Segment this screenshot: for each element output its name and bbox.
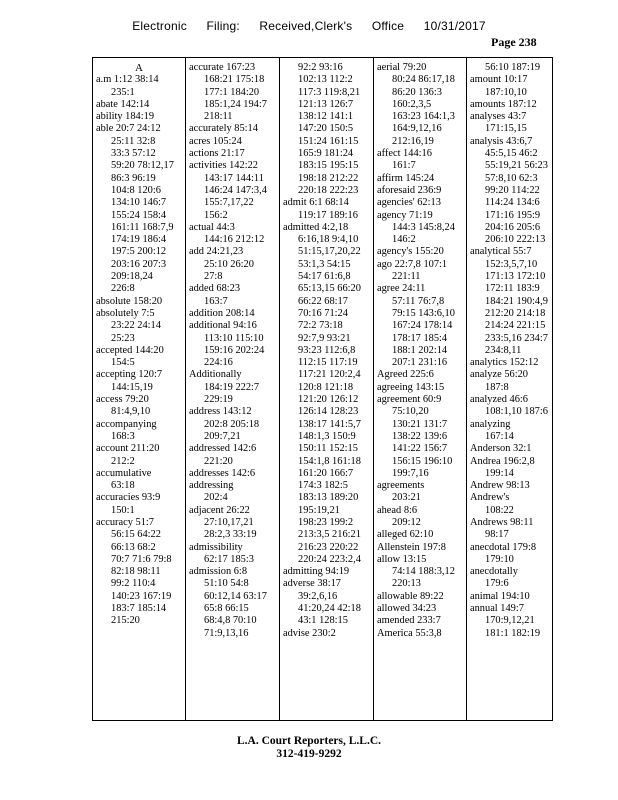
index-entry: additional 94:16 bbox=[189, 320, 257, 332]
index-continuation-line: 86:3 96:19 bbox=[111, 172, 156, 184]
index-continuation-line: 155:24 158:4 bbox=[111, 209, 167, 221]
index-continuation-line: 168:21 175:18 bbox=[204, 74, 265, 86]
index-entry: Anderson 32:1 bbox=[470, 443, 532, 455]
index-continuation-line: 235:1 bbox=[111, 86, 135, 98]
index-continuation-line: 148:1,3 150:9 bbox=[298, 430, 356, 442]
index-entry: addresses 142:6 bbox=[189, 467, 256, 479]
index-continuation-line: 224:16 bbox=[204, 357, 233, 369]
index-entry: Andrews 98:11 bbox=[470, 516, 534, 528]
index-continuation-line: 62:17 185:3 bbox=[204, 553, 254, 565]
index-continuation-line: 51:10 54:8 bbox=[204, 578, 249, 590]
index-continuation-line: 120:8 121:18 bbox=[298, 381, 354, 393]
index-entry: addressed 142:6 bbox=[189, 443, 257, 455]
index-continuation-line: 181:1 182:19 bbox=[485, 627, 541, 639]
index-entry: Andrew's bbox=[470, 492, 510, 504]
index-continuation-line: 218:11 bbox=[204, 111, 233, 123]
index-continuation-line: 171:13 172:10 bbox=[485, 271, 546, 283]
index-continuation-line: 27:8 bbox=[204, 271, 223, 283]
index-column-4 bbox=[374, 62, 466, 718]
index-continuation-line: 233:5,16 234:7 bbox=[485, 332, 548, 344]
index-entry: America 55:3,8 bbox=[377, 627, 442, 639]
index-entry: account 211:20 bbox=[96, 443, 160, 455]
index-continuation-line: 121:20 126:12 bbox=[298, 394, 359, 406]
index-entry: able 20:7 24:12 bbox=[96, 123, 161, 135]
index-continuation-line: 163:7 bbox=[204, 295, 228, 307]
index-entry: affect 144:16 bbox=[377, 148, 432, 160]
index-continuation-line: 113:10 115:10 bbox=[204, 332, 264, 344]
index-entry: aforesaid 236:9 bbox=[377, 184, 442, 196]
index-entry: agency 71:19 bbox=[377, 209, 433, 221]
index-entry: analytics 152:12 bbox=[470, 357, 539, 369]
index-continuation-line: 183:13 189:20 bbox=[298, 492, 359, 504]
index-entry: accuracy 51:7 bbox=[96, 516, 154, 528]
index-continuation-line: 53:1,3 54:15 bbox=[298, 258, 351, 270]
index-continuation-line: 92:7,9 93:21 bbox=[298, 332, 351, 344]
index-continuation-line: 6:16,18 9:4,10 bbox=[298, 234, 359, 246]
index-continuation-line: 226:8 bbox=[111, 283, 135, 295]
index-entry: acres 105:24 bbox=[189, 135, 242, 147]
index-entry: anecdotal 179:8 bbox=[470, 541, 537, 553]
index-continuation-line: 199:14 bbox=[485, 467, 514, 479]
index-continuation-line: 170:9,12,21 bbox=[485, 615, 535, 627]
index-continuation-line: 138:12 141:1 bbox=[298, 111, 354, 123]
index-continuation-line: 33:3 57:12 bbox=[111, 148, 156, 160]
index-continuation-line: 184:21 190:4,9 bbox=[485, 295, 548, 307]
index-entry: ago 22:7,8 107:1 bbox=[377, 258, 448, 270]
index-continuation-line: 66:13 68:2 bbox=[111, 541, 156, 553]
index-column-3 bbox=[280, 62, 372, 718]
index-continuation-line: 199:7,16 bbox=[392, 467, 429, 479]
index-continuation-line: 81:4,9,10 bbox=[111, 406, 151, 418]
index-continuation-line: 171:16 195:9 bbox=[485, 209, 541, 221]
index-column-2 bbox=[186, 62, 278, 718]
index-entry: admitted 4:2,18 bbox=[283, 221, 349, 233]
index-continuation-line: 212:16,19 bbox=[392, 135, 434, 147]
index-continuation-line: 146:24 147:3,4 bbox=[204, 184, 267, 196]
index-continuation-line: 164:9,12,16 bbox=[392, 123, 442, 135]
index-continuation-line: 41:20,24 42:18 bbox=[298, 603, 361, 615]
index-continuation-line: 60:12,14 63:17 bbox=[204, 590, 267, 602]
index-continuation-line: 209:7,21 bbox=[204, 430, 241, 442]
index-entry: ahead 8:6 bbox=[377, 504, 418, 516]
index-continuation-line: 197:5 200:12 bbox=[111, 246, 167, 258]
index-continuation-line: 174:19 186:4 bbox=[111, 234, 167, 246]
index-entry: adverse 38:17 bbox=[283, 578, 341, 590]
index-continuation-line: 117:21 120:2,4 bbox=[298, 369, 361, 381]
index-continuation-line: 56:10 187:19 bbox=[485, 62, 541, 73]
index-continuation-line: 75:10,20 bbox=[392, 406, 429, 418]
index-entry: agreements bbox=[377, 480, 425, 492]
index-continuation-line: 82:18 98:11 bbox=[111, 566, 161, 578]
index-continuation-line: 215:20 bbox=[111, 615, 140, 627]
index-continuation-line: 179:6 bbox=[485, 578, 509, 590]
index-continuation-line: 229:19 bbox=[204, 394, 233, 406]
index-continuation-line: 151:24 161:15 bbox=[298, 135, 359, 147]
index-continuation-line: 150:11 152:15 bbox=[298, 443, 358, 455]
index-entry: analyze 56:20 bbox=[470, 369, 528, 381]
index-continuation-line: 177:1 184:20 bbox=[204, 86, 260, 98]
index-continuation-line: 160:2,3,5 bbox=[392, 98, 432, 110]
index-entry: agree 24:11 bbox=[377, 283, 426, 295]
index-continuation-line: 70:7 71:6 79:8 bbox=[111, 553, 172, 565]
index-continuation-line: 161:7 bbox=[392, 160, 416, 172]
index-continuation-line: 55:19,21 56:23 bbox=[485, 160, 548, 172]
index-continuation-line: 117:3 119:8,21 bbox=[298, 86, 361, 98]
index-entry: accepting 120:7 bbox=[96, 369, 163, 381]
index-continuation-line: 156:15 196:10 bbox=[392, 455, 453, 467]
index-continuation-line: 163:23 164:1,3 bbox=[392, 111, 455, 123]
header-electronic: Electronic bbox=[132, 19, 187, 33]
index-continuation-line: 59:20 78:12,17 bbox=[111, 160, 174, 172]
index-continuation-line: 185:1,24 194:7 bbox=[204, 98, 267, 110]
index-entry: a.m 1:12 38:14 bbox=[96, 74, 159, 86]
index-continuation-line: 72:2 73:18 bbox=[298, 320, 343, 332]
index-continuation-line: 130:21 131:7 bbox=[392, 418, 448, 430]
index-entry: address 143:12 bbox=[189, 406, 252, 418]
index-continuation-line: 99:20 114:22 bbox=[485, 184, 540, 196]
index-continuation-line: 138:22 139:6 bbox=[392, 430, 448, 442]
index-continuation-line: 99:2 110:4 bbox=[111, 578, 156, 590]
index-continuation-line: 134:10 146:7 bbox=[111, 197, 167, 209]
index-continuation-line: 172:11 183:9 bbox=[485, 283, 540, 295]
index-entry: admission 6:8 bbox=[189, 566, 248, 578]
index-entry: agencies' 62:13 bbox=[377, 197, 441, 209]
index-entry: admitting 94:19 bbox=[283, 566, 350, 578]
index-continuation-line: 221:20 bbox=[204, 455, 233, 467]
index-entry: accepted 144:20 bbox=[96, 344, 164, 356]
index-continuation-line: 202:8 205:18 bbox=[204, 418, 260, 430]
index-entry: accurate 167:23 bbox=[189, 62, 256, 73]
index-continuation-line: 220:24 223:2,4 bbox=[298, 553, 361, 565]
index-continuation-line: 171:15,15 bbox=[485, 123, 527, 135]
index-continuation-line: 144:15,19 bbox=[111, 381, 153, 393]
index-entry: absolute 158:20 bbox=[96, 295, 163, 307]
index-column-1 bbox=[93, 62, 185, 718]
index-continuation-line: 66:22 68:17 bbox=[298, 295, 348, 307]
index-continuation-line: 54:17 61:6,8 bbox=[298, 271, 351, 283]
index-entry: Allenstein 197:8 bbox=[377, 541, 446, 553]
index-continuation-line: 183:15 195:15 bbox=[298, 160, 359, 172]
index-continuation-line: 161:20 166:7 bbox=[298, 467, 354, 479]
index-continuation-line: 202:4 bbox=[204, 492, 228, 504]
index-continuation-line: 234:8,11 bbox=[485, 344, 522, 356]
index-entry: agreeing 143:15 bbox=[377, 381, 445, 393]
index-entry: analyses 43:7 bbox=[470, 111, 527, 123]
index-column-5 bbox=[467, 62, 554, 718]
index-continuation-line: 168:3 bbox=[111, 430, 135, 442]
index-entry: analyzed 46:6 bbox=[470, 394, 528, 406]
index-continuation-line: 187:10,10 bbox=[485, 86, 527, 98]
index-continuation-line: 27:10,17,21 bbox=[204, 516, 254, 528]
index-entry: adjacent 26:22 bbox=[189, 504, 250, 516]
index-entry: admissibility bbox=[189, 541, 243, 553]
index-continuation-line: 161:11 168:7,9 bbox=[111, 221, 174, 233]
index-continuation-line: 198:23 199:2 bbox=[298, 516, 354, 528]
index-continuation-line: 152:3,5,7,10 bbox=[485, 258, 538, 270]
filing-header bbox=[0, 19, 618, 33]
index-continuation-line: 220:18 222:23 bbox=[298, 184, 359, 196]
footer bbox=[0, 735, 618, 761]
index-continuation-line: 114:24 134:6 bbox=[485, 197, 540, 209]
index-continuation-line: 206:10 222:13 bbox=[485, 234, 546, 246]
index-letter-heading: A bbox=[135, 62, 143, 74]
index-continuation-line: 150:1 bbox=[111, 504, 135, 516]
index-continuation-line: 108:22 bbox=[485, 504, 514, 516]
index-entry: amounts 187:12 bbox=[470, 98, 537, 110]
index-continuation-line: 203:21 bbox=[392, 492, 421, 504]
index-continuation-line: 221:11 bbox=[392, 271, 421, 283]
index-entry: access 79:20 bbox=[96, 394, 149, 406]
index-continuation-line: 167:14 bbox=[485, 430, 514, 442]
page-number: Page 238 bbox=[491, 35, 537, 49]
index-continuation-line: 74:14 188:3,12 bbox=[392, 566, 455, 578]
index-entry: abate 142:14 bbox=[96, 98, 150, 110]
index-continuation-line: 212:2 bbox=[111, 455, 135, 467]
index-entry: allowed 34:23 bbox=[377, 603, 437, 615]
index-continuation-line: 147:20 150:5 bbox=[298, 123, 354, 135]
index-continuation-line: 174:3 182:5 bbox=[298, 480, 348, 492]
index-continuation-line: 213:3,5 216:21 bbox=[298, 529, 361, 541]
index-continuation-line: 165:9 181:24 bbox=[298, 148, 354, 160]
index-continuation-line: 108:1,10 187:6 bbox=[485, 406, 548, 418]
index-entry: actual 44:3 bbox=[189, 221, 235, 233]
header-received: Received,Clerk's bbox=[259, 19, 353, 33]
index-continuation-line: 209:18,24 bbox=[111, 271, 153, 283]
index-entry: Andrew 98:13 bbox=[470, 480, 530, 492]
word-index-table bbox=[92, 57, 553, 721]
index-entry: anecdotally bbox=[470, 566, 518, 578]
index-entry: addition 208:14 bbox=[189, 307, 255, 319]
index-entry: add 24:21,23 bbox=[189, 246, 244, 258]
index-continuation-line: 138:17 141:5,7 bbox=[298, 418, 361, 430]
index-continuation-line: 25:10 26:20 bbox=[204, 258, 254, 270]
index-continuation-line: 43:1 128:15 bbox=[298, 615, 348, 627]
header-office: Office bbox=[371, 19, 405, 33]
index-continuation-line: 57:11 76:7,8 bbox=[392, 295, 445, 307]
index-entry: animal 194:10 bbox=[470, 590, 530, 602]
index-continuation-line: 188:1 202:14 bbox=[392, 344, 448, 356]
index-entry: activities 142:22 bbox=[189, 160, 258, 172]
index-entry: agreement 60:9 bbox=[377, 394, 442, 406]
index-continuation-line: 25:11 32:8 bbox=[111, 135, 156, 147]
index-continuation-line: 39:2,6,16 bbox=[298, 590, 338, 602]
index-continuation-line: 65:8 66:15 bbox=[204, 603, 249, 615]
index-continuation-line: 121:13 126:7 bbox=[298, 98, 354, 110]
index-continuation-line: 92:2 93:16 bbox=[298, 62, 343, 73]
header-date: 10/31/2017 bbox=[423, 19, 486, 33]
index-continuation-line: 79:15 143:6,10 bbox=[392, 307, 455, 319]
court-reporter-phone: 312-419-9292 bbox=[276, 748, 342, 760]
index-continuation-line: 184:19 222:7 bbox=[204, 381, 260, 393]
index-entry: advise 230:2 bbox=[283, 627, 336, 639]
index-entry: accompanying bbox=[96, 418, 157, 430]
index-continuation-line: 183:7 185:14 bbox=[111, 603, 167, 615]
index-continuation-line: 71:9,13,16 bbox=[204, 627, 249, 639]
index-entry: admit 6:1 68:14 bbox=[283, 197, 349, 209]
index-continuation-line: 203:16 207:3 bbox=[111, 258, 167, 270]
index-entry: Agreed 225:6 bbox=[377, 369, 434, 381]
index-continuation-line: 104:8 120:6 bbox=[111, 184, 161, 196]
index-entry: affirm 145:24 bbox=[377, 172, 435, 184]
index-continuation-line: 187:8 bbox=[485, 381, 509, 393]
index-continuation-line: 178:17 185:4 bbox=[392, 332, 448, 344]
index-continuation-line: 159:16 202:24 bbox=[204, 344, 265, 356]
index-continuation-line: 195:19,21 bbox=[298, 504, 340, 516]
index-continuation-line: 204:16 205:6 bbox=[485, 221, 541, 233]
index-entry: aerial 79:20 bbox=[377, 62, 427, 73]
index-continuation-line: 119:17 189:16 bbox=[298, 209, 358, 221]
index-entry: Andrea 196:2,8 bbox=[470, 455, 535, 467]
index-continuation-line: 144:3 145:8,24 bbox=[392, 221, 455, 233]
index-continuation-line: 80:24 86:17,18 bbox=[392, 74, 455, 86]
header-filing: Filing: bbox=[206, 19, 240, 33]
index-continuation-line: 167:24 178:14 bbox=[392, 320, 453, 332]
index-continuation-line: 23:22 24:14 bbox=[111, 320, 161, 332]
index-continuation-line: 51:15,17,20,22 bbox=[298, 246, 361, 258]
index-continuation-line: 220:13 bbox=[392, 578, 421, 590]
index-entry: agency's 155:20 bbox=[377, 246, 444, 258]
index-entry: accurately 85:14 bbox=[189, 123, 258, 135]
index-entry: analysis 43:6,7 bbox=[470, 135, 533, 147]
index-continuation-line: 198:18 212:22 bbox=[298, 172, 359, 184]
index-continuation-line: 154:1,8 161:18 bbox=[298, 455, 361, 467]
index-continuation-line: 154:5 bbox=[111, 357, 135, 369]
index-entry: analytical 55:7 bbox=[470, 246, 532, 258]
index-continuation-line: 209:12 bbox=[392, 516, 421, 528]
index-continuation-line: 56:15 64:22 bbox=[111, 529, 161, 541]
index-continuation-line: 207:1 231:16 bbox=[392, 357, 448, 369]
index-continuation-line: 143:17 144:11 bbox=[204, 172, 264, 184]
index-continuation-line: 141:22 156:7 bbox=[392, 443, 448, 455]
index-entry: allow 13:15 bbox=[377, 553, 427, 565]
index-continuation-line: 156:2 bbox=[204, 209, 228, 221]
index-entry: amended 233:7 bbox=[377, 615, 441, 627]
index-entry: absolutely 7:5 bbox=[96, 307, 155, 319]
index-entry: allowable 89:22 bbox=[377, 590, 444, 602]
index-continuation-line: 70:16 71:24 bbox=[298, 307, 348, 319]
index-entry: accuracies 93:9 bbox=[96, 492, 161, 504]
index-continuation-line: 144:16 212:12 bbox=[204, 234, 265, 246]
index-entry: annual 149:7 bbox=[470, 603, 524, 615]
index-entry: Additionally bbox=[189, 369, 242, 381]
index-continuation-line: 65:13,15 66:20 bbox=[298, 283, 361, 295]
index-continuation-line: 93:23 112:6,8 bbox=[298, 344, 356, 356]
index-entry: analyzing bbox=[470, 418, 511, 430]
index-continuation-line: 25:23 bbox=[111, 332, 135, 344]
index-continuation-line: 216:23 220:22 bbox=[298, 541, 359, 553]
index-entry: alleged 62:10 bbox=[377, 529, 434, 541]
index-continuation-line: 98:17 bbox=[485, 529, 509, 541]
index-continuation-line: 212:20 214:18 bbox=[485, 307, 546, 319]
index-continuation-line: 57:8,10 62:3 bbox=[485, 172, 538, 184]
index-continuation-line: 140:23 167:19 bbox=[111, 590, 172, 602]
court-reporter-name: L.A. Court Reporters, L.L.C. bbox=[236, 735, 382, 747]
index-continuation-line: 102:13 112:2 bbox=[298, 74, 353, 86]
index-continuation-line: 155:7,17,22 bbox=[204, 197, 254, 209]
index-continuation-line: 179:10 bbox=[485, 553, 514, 565]
index-entry: added 68:23 bbox=[189, 283, 241, 295]
index-continuation-line: 28:2,3 33:19 bbox=[204, 529, 257, 541]
index-continuation-line: 63:18 bbox=[111, 480, 135, 492]
index-entry: accumulative bbox=[96, 467, 152, 479]
index-entry: ability 184:19 bbox=[96, 111, 155, 123]
index-continuation-line: 146:2 bbox=[392, 234, 416, 246]
index-continuation-line: 126:14 128:23 bbox=[298, 406, 359, 418]
index-entry: amount 10:17 bbox=[470, 74, 528, 86]
index-continuation-line: 112:15 117:19 bbox=[298, 357, 358, 369]
index-entry: addressing bbox=[189, 480, 234, 492]
index-entry: actions 21:17 bbox=[189, 148, 245, 160]
index-continuation-line: 86:20 136:3 bbox=[392, 86, 442, 98]
index-continuation-line: 214:24 221:15 bbox=[485, 320, 546, 332]
index-continuation-line: 68:4,8 70:10 bbox=[204, 615, 257, 627]
index-continuation-line: 45:5,15 46:2 bbox=[485, 148, 538, 160]
